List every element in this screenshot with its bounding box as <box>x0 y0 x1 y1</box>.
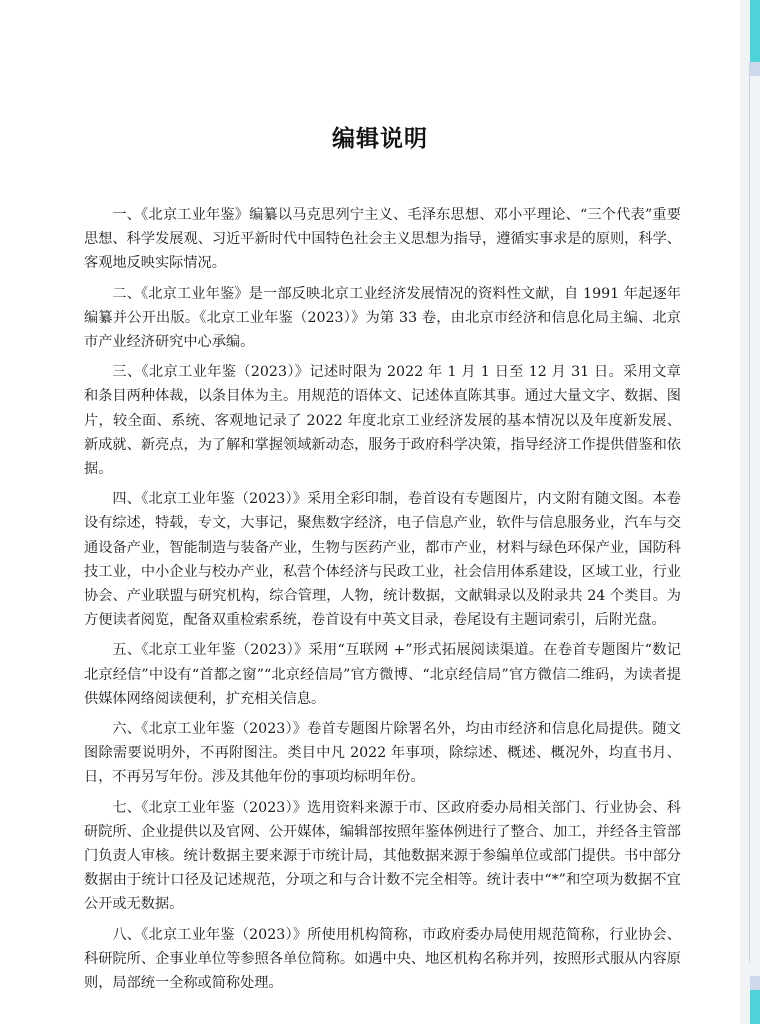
page-edge-notch <box>750 62 760 76</box>
body-text <box>84 203 681 1001</box>
page-edge-tab-top <box>750 0 760 62</box>
page-edge-notch <box>750 976 760 990</box>
paragraph-8: 八、《北京工业年鉴（2023）》所使用机构简称，市政府委办局使用规范简称，行业协会、科研院所、企事业单位等参照各单位简称。如遇中央、地区机构名称并列，按照形式服从内容原则，局部统一全称或简称处理。 <box>84 926 681 992</box>
page-edge-tab-bottom <box>750 990 760 1024</box>
paragraph-1: 一、《北京工业年鉴》编纂以马克思列宁主义、毛泽东思想、邓小平理论、“三个代表”重要思想、科学发展观、习近平新时代中国特色社会主义思想为指导，遵循实事求是的原则，科学、客观地反映实际情况。 <box>84 207 681 272</box>
paragraph-7: 七、《北京工业年鉴（2023）》选用资料来源于市、区政府委办局相关部门、行业协会、科研院所、企业提供以及官网、公开媒体，编辑部按照年鉴体例进行了整合、加工，并经各主管部门负责人审核。统计数据主要来源于市统计局，其他数据来源于参编单位或部门提供。书中部分数据由于统计口径及记述规范，分项之和与合计数不完全相等。统计表中“*”和空项为数据不宜公开或无数据。 <box>84 799 681 913</box>
page-title: 编辑说明 <box>332 126 428 152</box>
page-edge-strip <box>740 0 760 1024</box>
paragraph-3: 三、《北京工业年鉴（2023）》记述时限为 2022 年 1 月 1 日至 12 月 31 日。采用文章和条目两种体裁，以条目体为主。用规范的语体文、记述体直陈其事。通过大量文字、数据、图片，较全面、系统、客观地记录了 2022 年度北京工业经济发展的基本情况以及年度新发展、新成就、新亮点，为了解和掌握领域新动态，服务于政府科学决策，指导经济工作提供借鉴和依据。 <box>84 364 681 478</box>
paragraph-2: 二、《北京工业年鉴》是一部反映北京工业经济发展情况的资料性文献，自 1991 年起逐年编纂并公开出版。《北京工业年鉴（2023）》为第 33 卷，由北京市经济和信息化局主编、北京市产业经济研究中心承编。 <box>84 285 681 351</box>
page-edge-line <box>749 62 750 962</box>
paragraph-5: 五、《北京工业年鉴（2023）》采用“互联网 +”形式拓展阅读渠道。在卷首专题图片“数记北京经信”中设有“首都之窗”“北京经信局”官方微博、“北京经信局”官方微信二维码，为读者提供媒体网络阅读便利，扩充相关信息。 <box>84 642 681 707</box>
paragraph-4: 四、《北京工业年鉴（2023）》采用全彩印制，卷首设有专题图片，内文附有随文图。本卷设有综述，特载，专文，大事记，聚焦数字经济，电子信息产业，软件与信息服务业，汽车与交通设备产业，智能制造与装备产业，生物与医药产业，都市产业，材料与绿色环保产业，国防科技工业，中小企业与校办产业，私营个体经济与民政工业，社会信用体系建设，区域工业，行业协会、产业联盟与研究机构，综合管理，人物，统计数据，文献辑录以及附录共 24 个类目。为方便读者阅览，配备双重检索系统，卷首设有中英文目录，卷尾设有主题词索引，后附光盘。 <box>84 491 681 629</box>
paragraph-6: 六、《北京工业年鉴（2023）》卷首专题图片除署名外，均由市经济和信息化局提供。随文图除需要说明外，不再附图注。类目中凡 2022 年事项，除综述、概述、概况外，均直书月、日，不再另写年份。涉及其他年份的事项均标明年份。 <box>84 721 681 786</box>
